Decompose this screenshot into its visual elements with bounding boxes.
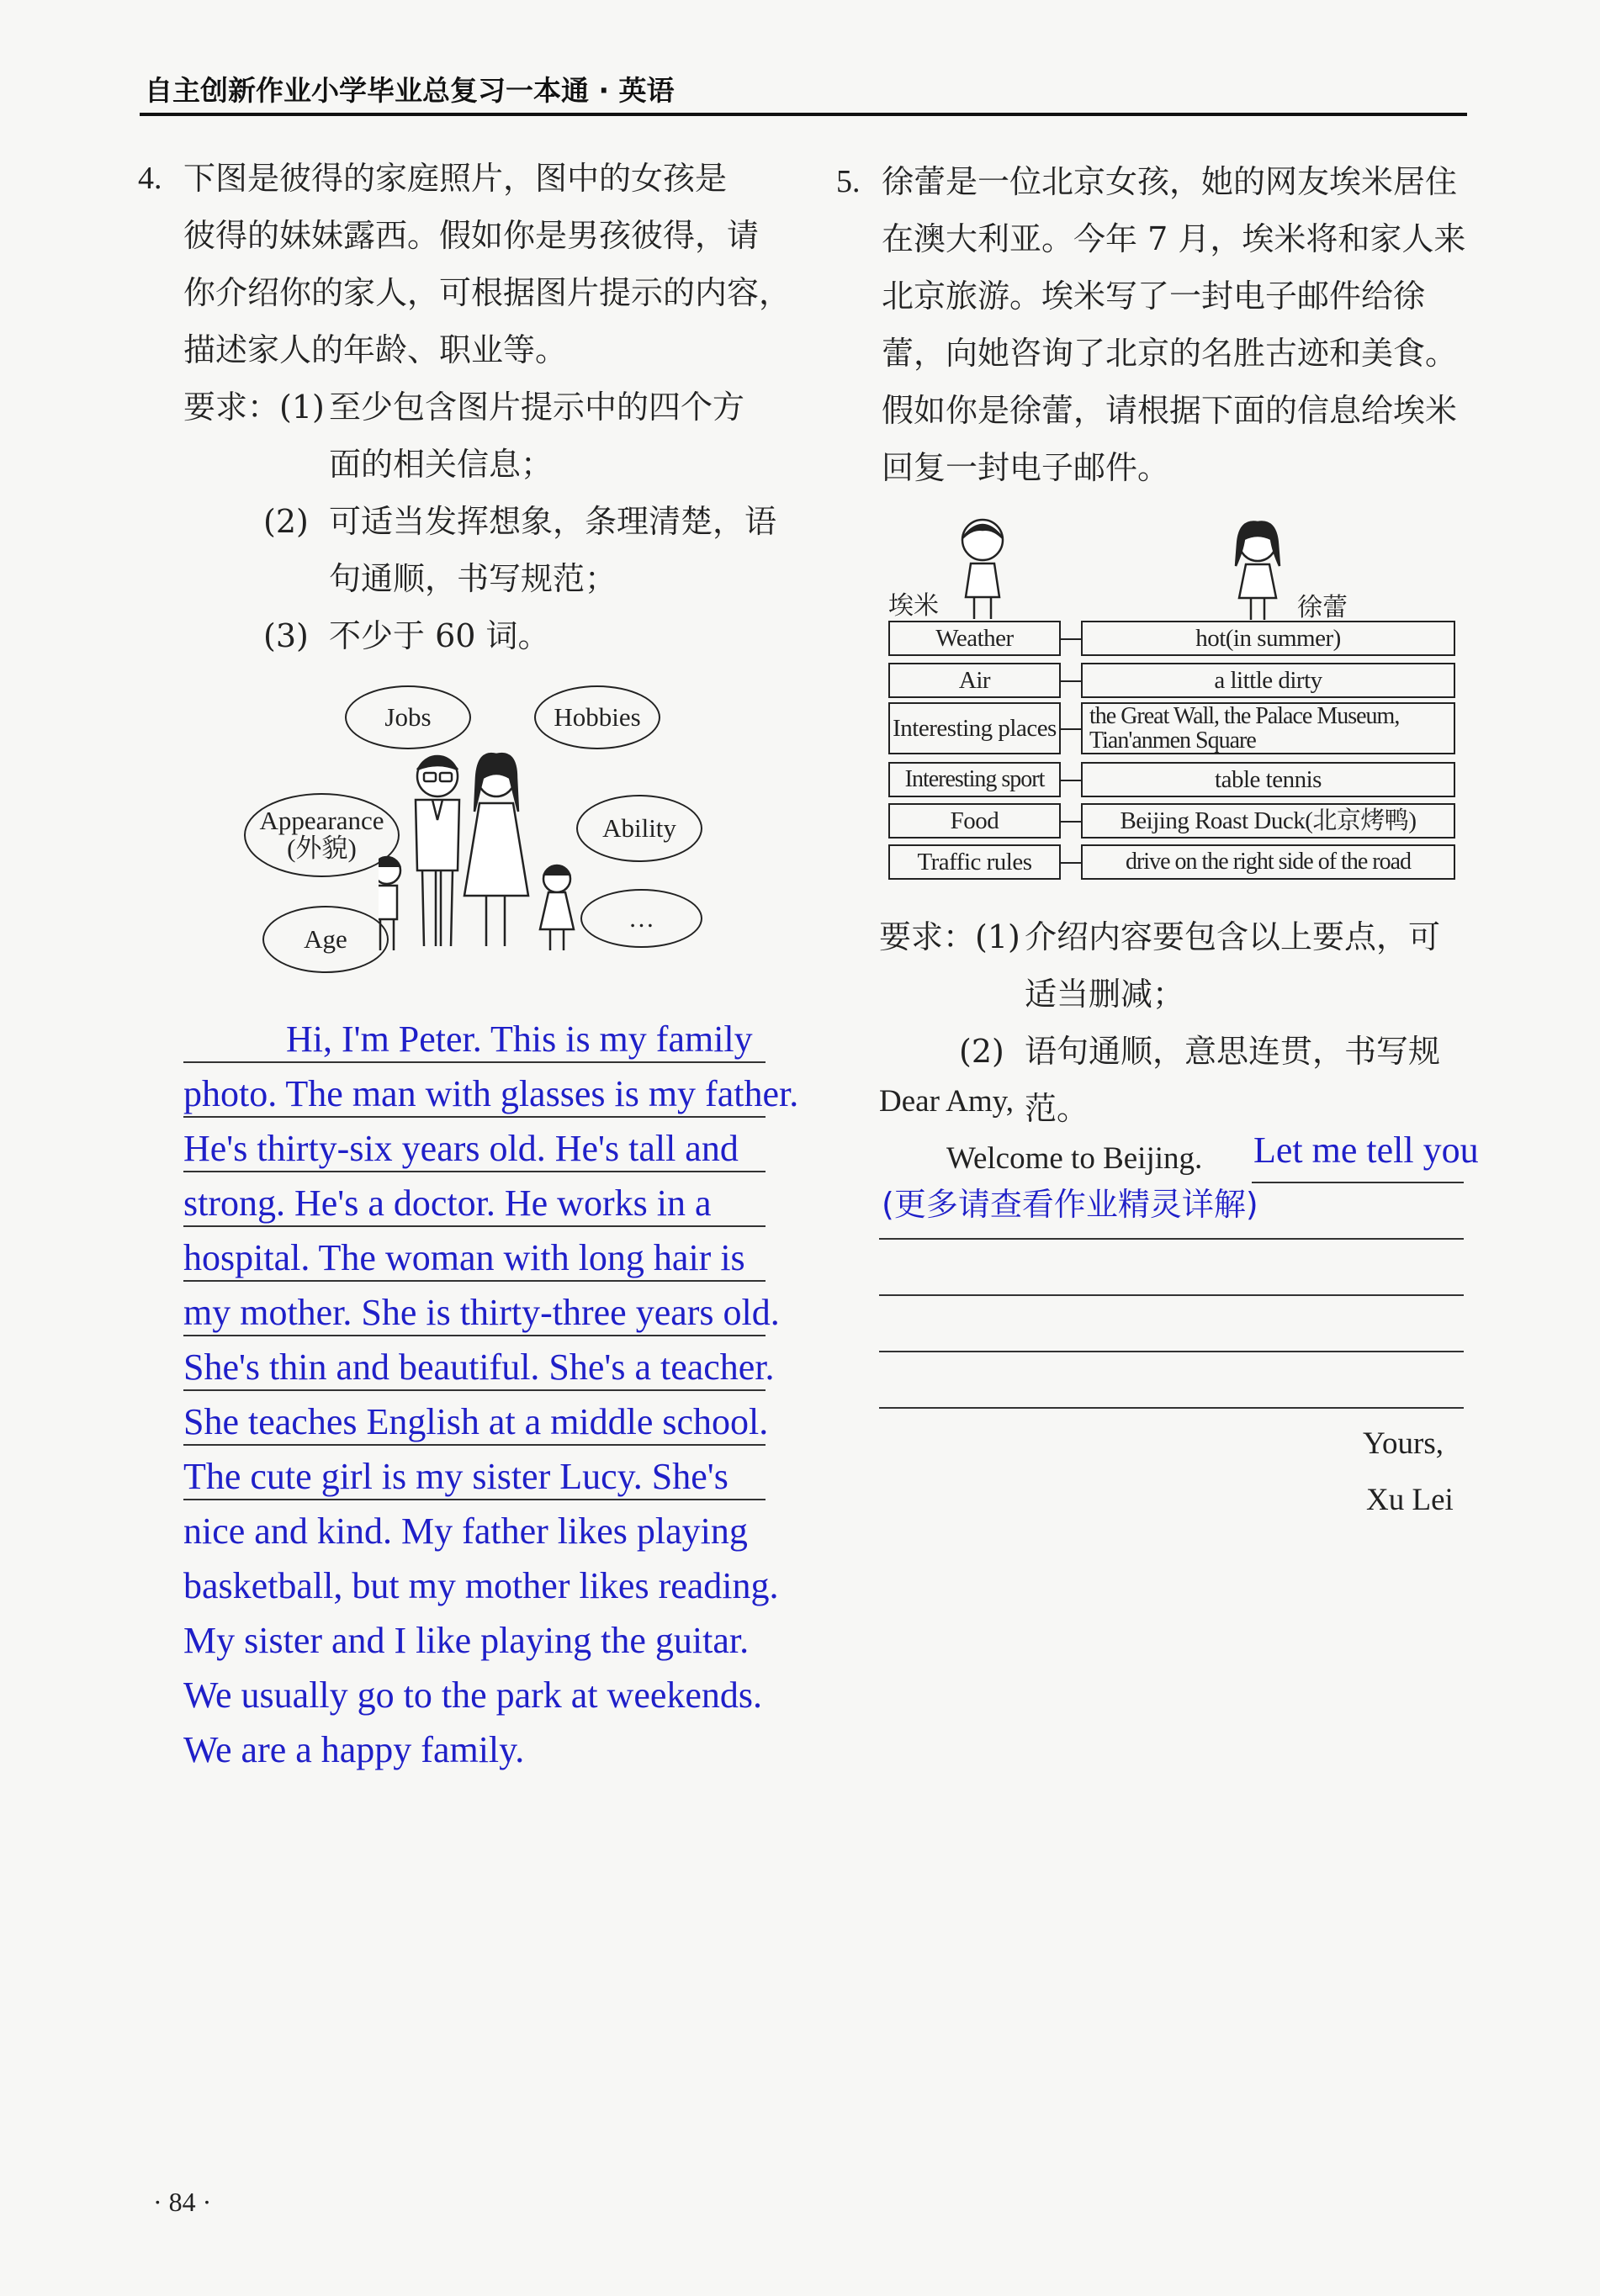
bubble-hobbies: Hobbies [534, 685, 660, 749]
bubble-appearance [244, 793, 400, 877]
table-connector [1061, 862, 1081, 864]
q5-req1-a: 介绍内容要包含以上要点，可 [1025, 918, 1441, 955]
q5-req2: 语句通顺，意思连贯，书写规范。 [1025, 1033, 1441, 1127]
bubble-more: … [580, 889, 702, 948]
answer-line: She's thin and beautiful. She's a teacher. [183, 1346, 775, 1388]
q4-req1-a: 至少包含图片提示中的四个方 [329, 389, 745, 426]
q4-req2-num: (2) [263, 503, 309, 540]
answer-line: my mother. She is thirty-three years old. [183, 1292, 780, 1333]
q4-req3: 不少于 60 词。 [329, 617, 550, 654]
answer-line: My sister and I like playing the guitar. [183, 1620, 750, 1661]
header-rule [140, 113, 1467, 116]
q4-req1-b: 面的相关信息； [329, 446, 554, 483]
q5-line-3: 北京旅游。埃米写了一封电子邮件给徐 [882, 278, 1426, 315]
answer-line: He's thirty-six years old. He's tall and [183, 1128, 739, 1169]
writing-rule [183, 1225, 766, 1227]
page-number: · 84 · [153, 2187, 212, 2217]
writing-rule [879, 1238, 1464, 1240]
letter-opening: Welcome to Beijing. [946, 1141, 1203, 1176]
q4-requirements [183, 378, 823, 664]
writing-rule [183, 1116, 766, 1118]
writing-rule [879, 1294, 1464, 1296]
writing-rule [183, 1335, 766, 1336]
q4-req2-b: 句通顺，书写规范； [329, 560, 617, 597]
table-right-cell: table tennis [1081, 762, 1455, 797]
letter-answer-b: (更多请查看作业精灵详解) [882, 1186, 1258, 1223]
table-connector [1061, 638, 1081, 640]
q4-req3-num: (3) [263, 617, 309, 654]
book-title: 自主创新作业小学毕业总复习一本通 · 英语 [145, 74, 675, 107]
table-right-cell: Beijing Roast Duck(北京烤鸭) [1081, 803, 1455, 839]
q4-line-3: 你介绍你的家人，可根据图片提示的内容， [183, 274, 792, 311]
q5-line-1: 徐蕾是一位北京女孩，她的网友埃米居住 [882, 163, 1458, 200]
answer-line: hospital. The woman with long hair is [183, 1237, 745, 1278]
bubble-appearance-cn: (外貌) [287, 833, 357, 863]
q5-line-5: 假如你是徐蕾，请根据下面的信息给埃米 [882, 392, 1458, 429]
writing-rule [183, 1444, 766, 1446]
amy-figure [949, 513, 1016, 622]
table-connector [1061, 780, 1081, 781]
q5-req1-b: 适当删减； [1025, 976, 1185, 1013]
writing-rule [183, 1061, 766, 1063]
table-right-cell: hot(in summer) [1081, 621, 1455, 656]
answer-line: We usually go to the park at weekends. [183, 1674, 763, 1716]
answer-line: photo. The man with glasses is my father. [183, 1073, 799, 1114]
bubble-ability: Ability [576, 795, 702, 862]
answer-line: We are a happy family. [183, 1729, 525, 1770]
xulei-figure [1224, 517, 1291, 622]
q4-line-1: 下图是彼得的家庭照片，图中的女孩是 [183, 160, 728, 197]
family-figures [379, 744, 589, 963]
q5-line-4: 蕾，向她咨询了北京的名胜古迹和美食。 [882, 335, 1458, 372]
q4-line-4: 描述家人的年龄、职业等。 [183, 331, 568, 368]
writing-rule [183, 1389, 766, 1391]
q5-line-2: 在澳大利亚。今年 7 月，埃米将和家人来 [882, 220, 1466, 257]
label-xulei: 徐蕾 [1297, 593, 1348, 622]
table-left-cell: Weather [888, 621, 1061, 656]
answer-line: nice and kind. My father likes playing [183, 1510, 748, 1552]
table-left-cell: Interesting places [888, 702, 1061, 754]
q4-number: 4. [138, 161, 162, 196]
letter-greeting: Dear Amy, [879, 1084, 1014, 1119]
bubble-appearance-label: Appearance [259, 806, 384, 836]
table-left-cell: Food [888, 803, 1061, 839]
table-right-cell: a little dirty [1081, 663, 1455, 698]
writing-rule [183, 1280, 766, 1282]
answer-line: The cute girl is my sister Lucy. She's [183, 1456, 728, 1497]
bubble-age: Age [262, 906, 389, 973]
table-right-cell: drive on the right side of the road [1081, 844, 1455, 880]
bubble-jobs: Jobs [345, 685, 471, 749]
table-left-cell: Interesting sport [888, 762, 1061, 797]
table-left-cell: Air [888, 663, 1061, 698]
answer-line: basketball, but my mother likes reading. [183, 1565, 779, 1606]
q4-line-2: 彼得的妹妹露西。假如你是男孩彼得，请 [183, 217, 760, 254]
answer-line: Hi, I'm Peter. This is my family [286, 1018, 753, 1060]
writing-rule [879, 1351, 1464, 1352]
writing-rule [1252, 1182, 1464, 1183]
family-illustration [236, 685, 715, 988]
label-amy: 埃米 [888, 591, 939, 621]
q5-number: 5. [836, 164, 861, 199]
writing-rule [879, 1407, 1464, 1409]
letter-signature: Xu Lei [1366, 1483, 1454, 1517]
answer-line: She teaches English at a middle school. [183, 1401, 769, 1442]
table-left-cell: Traffic rules [888, 844, 1061, 880]
q5-line-6: 回复一封电子邮件。 [882, 449, 1170, 486]
table-connector [1061, 728, 1081, 730]
writing-rule [183, 1171, 766, 1172]
table-connector [1061, 821, 1081, 823]
q4-req-label: 要求：(1) [183, 389, 325, 426]
letter-answer-a: Let me tell you [1253, 1129, 1479, 1171]
q4-answer [183, 1012, 840, 1777]
q4-req2-a: 可适当发挥想象，条理清楚，语 [329, 503, 777, 540]
table-right-cell: the Great Wall, the Palace Museum, Tian'anmen Square [1081, 702, 1455, 754]
q5-req-label: 要求：(1) [879, 918, 1020, 955]
letter-closing: Yours, [1363, 1426, 1444, 1461]
q5-req2-num: (2) [959, 1033, 1004, 1070]
answer-line: strong. He's a doctor. He works in a [183, 1182, 712, 1224]
writing-rule [183, 1499, 766, 1500]
table-connector [1061, 680, 1081, 682]
